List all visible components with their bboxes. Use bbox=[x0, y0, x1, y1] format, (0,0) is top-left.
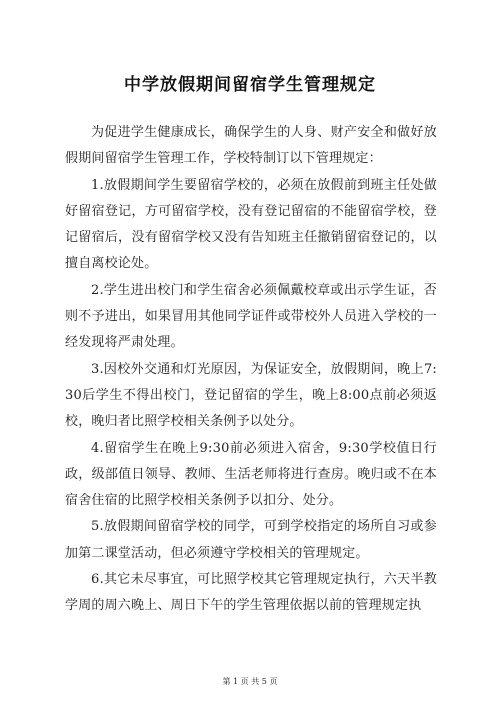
paragraph-rule-6: 6.其它未尽事宜，可比照学校其它管理规定执行，六天半教学周的周六晚上、周日下午的学生管理依据以前的管理规定执 bbox=[65, 572, 437, 614]
paragraph-rule-5: 5.放假期间留宿学校的同学，可到学校指定的场所自习或参加第二课堂活动，但必须遵守学校相关的管理规定。 bbox=[65, 519, 437, 561]
paragraph-rule-3: 3.因校外交通和灯光原因，为保证安全，放假期间，晚上7:30后学生不得出校门，登记留宿的学生，晚上8:00点前必须返校，晚归者比照学校相关条例予以处分。 bbox=[65, 361, 437, 430]
paragraph-intro: 为促进学生健康成长，确保学生的人身、财产安全和做好放假期间留宿学生管理工作，学校特制订以下管理规定： bbox=[65, 125, 437, 167]
document-title: 中学放假期间留宿学生管理规定 bbox=[124, 75, 376, 95]
page-number-footer: 第 1 页 共 5 页 bbox=[222, 677, 278, 686]
paragraph-rule-2: 2.学生进出校门和学生宿舍必须佩戴校章或出示学生证，否则不予进出，如果冒用其他同学证件或带校外人员进入学校的一经发现将严肃处理。 bbox=[65, 282, 437, 351]
document-body bbox=[65, 120, 437, 620]
paragraph-rule-1: 1.放假期间学生要留宿学校的，必须在放假前到班主任处做好留宿登记，方可留宿学校，没有登记留宿的不能留宿学校，登记留宿后，没有留宿学校又没有告知班主任撤销留宿登记的，以擅自离校论处。 bbox=[65, 177, 437, 272]
paragraph-rule-4: 4.留宿学生在晚上9:30前必须进入宿舍，9:30学校值日行政，级部值日领导、教师、生活老师将进行查房。晚归或不在本宿舍住宿的比照学校相关条例予以扣分、处分。 bbox=[65, 440, 437, 509]
